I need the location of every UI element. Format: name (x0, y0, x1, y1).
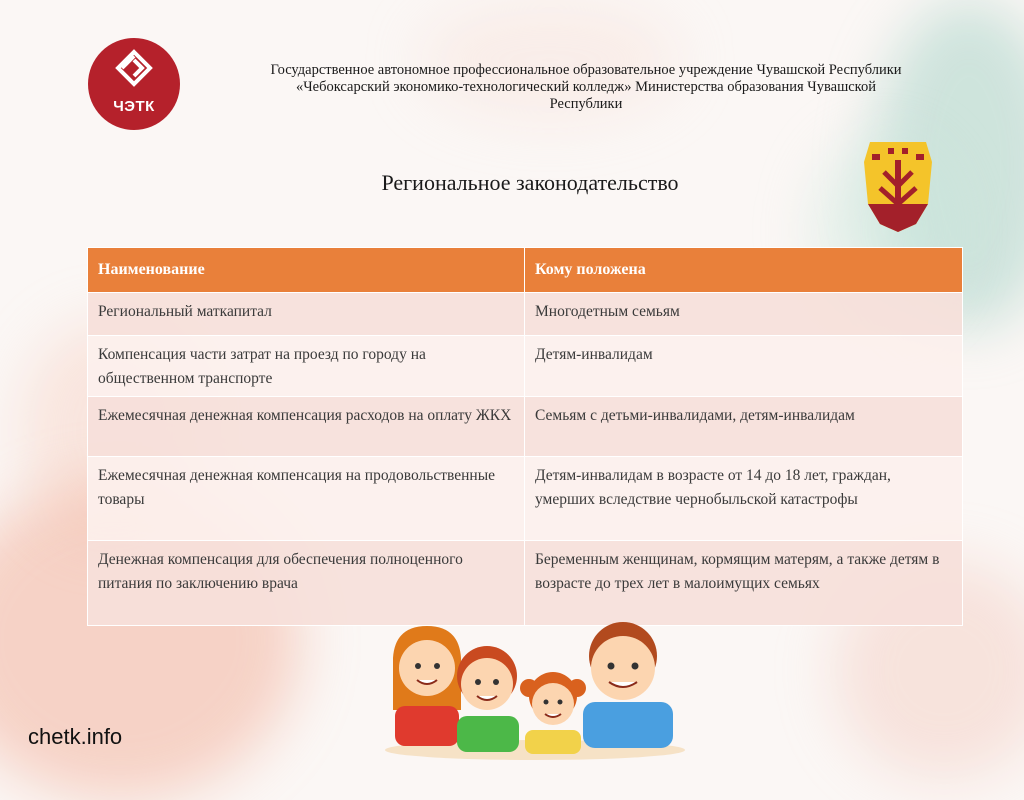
table-row (88, 541, 963, 626)
institution-line: «Чебоксарский экономико-технологический колледж» Министерства образования Чувашской (295, 79, 876, 95)
benefit-name-cell: Компенсация части затрат на проезд по городу на общественном транспорте (88, 336, 525, 397)
benefits-table (87, 247, 963, 626)
logo-mark-icon (88, 38, 180, 130)
logo-text: ЧЭТК (113, 98, 155, 115)
table-header-row (88, 248, 963, 293)
recipient-cell: Беременным женщинам, кормящим матерям, а также детям в возрасте до трех лет в малоимущих семьях (525, 541, 963, 626)
table-row (88, 457, 963, 541)
institution-name (200, 62, 972, 113)
college-logo (88, 38, 180, 130)
benefit-name-cell: Денежная компенсация для обеспечения полноценного питания по заключению врача (88, 541, 525, 626)
benefit-name-cell: Ежемесячная денежная компенсация расходов на оплату ЖКХ (88, 397, 525, 457)
table-row (88, 293, 963, 336)
table-row (88, 336, 963, 397)
recipient-cell: Многодетным семьям (525, 293, 963, 336)
recipient-cell: Семьям с детьми-инвалидами, детям-инвалидам (525, 397, 963, 457)
institution-line: Республики (549, 96, 623, 112)
recipient-cell: Детям-инвалидам (525, 336, 963, 397)
column-header: Кому положена (525, 248, 963, 293)
children-illustration-icon (385, 618, 690, 763)
page-title: Региональное законодательство (381, 170, 679, 195)
recipient-cell: Детям-инвалидам в возрасте от 14 до 18 лет, граждан, умерших вследствие чернобыльской катастрофы (525, 457, 963, 541)
table-row (88, 397, 963, 457)
benefit-name-cell: Ежемесячная денежная компенсация на продовольственные товары (88, 457, 525, 541)
benefit-name-cell: Региональный маткапитал (88, 293, 525, 336)
column-header: Наименование (88, 248, 525, 293)
institution-line: Государственное автономное профессиональное образовательное учреждение Чувашской Республики (270, 62, 902, 78)
site-url: chetk.info (28, 724, 123, 749)
